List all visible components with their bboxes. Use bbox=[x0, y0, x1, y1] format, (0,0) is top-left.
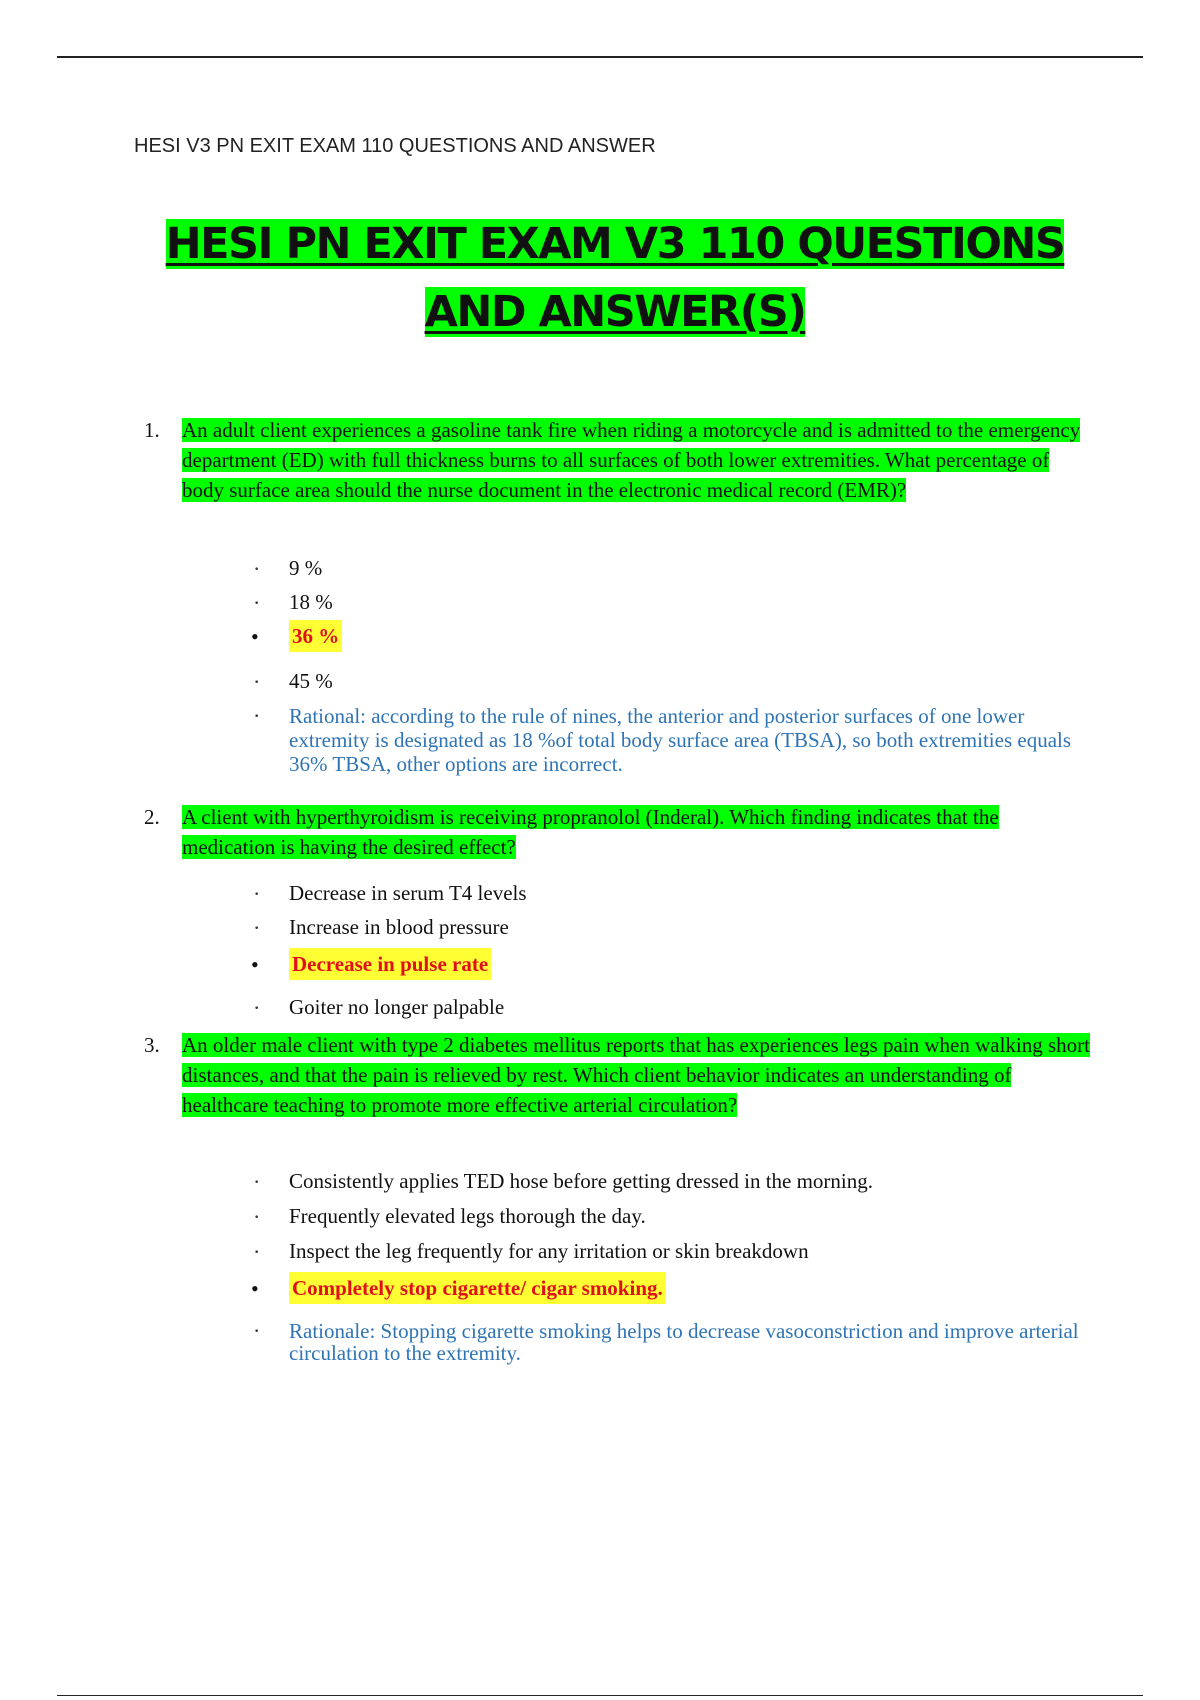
option: · Frequently elevated legs thorough the day. bbox=[249, 1204, 1089, 1229]
option: · Increase in blood pressure bbox=[249, 915, 1089, 940]
question-1 bbox=[144, 415, 1094, 505]
question-2-options bbox=[249, 881, 1089, 1020]
header-rule bbox=[57, 56, 1143, 58]
question-3-options bbox=[249, 1169, 1089, 1364]
footer-rule bbox=[57, 1695, 1143, 1696]
option: · 18 % bbox=[249, 590, 1089, 615]
main-heading bbox=[150, 210, 1080, 346]
option: · Decrease in serum T4 levels bbox=[249, 881, 1089, 906]
main-heading-line1: HESI PN EXIT EXAM V3 110 QUESTIONS bbox=[165, 219, 1065, 269]
option: · 45 % bbox=[249, 669, 1089, 694]
main-heading-line2: AND ANSWER(S) bbox=[424, 287, 806, 337]
question-text: A client with hyperthyroidism is receiving propranolol (Inderal). Which finding indicates that the medication is having the desired effect? bbox=[182, 805, 999, 859]
correct-option: • Completely stop cigarette/ cigar smoking. bbox=[249, 1276, 1089, 1301]
question-number: 1. bbox=[144, 418, 160, 442]
rationale: · Rationale: Stopping cigarette smoking helps to decrease vasoconstriction and improve arterial circulation to the extremity. bbox=[249, 1320, 1089, 1364]
option: · Consistently applies TED hose before getting dressed in the morning. bbox=[249, 1169, 1089, 1194]
question-1-options bbox=[249, 556, 1089, 776]
question-number: 3. bbox=[144, 1033, 160, 1057]
question-text: An adult client experiences a gasoline tank fire when riding a motorcycle and is admitted to the emergency department (ED) with full thickness burns to all surfaces of both lower extremities. What percentage of body surface area should the nurse document in the electronic medical record (EMR)? bbox=[182, 418, 1081, 502]
rationale: · Rational: according to the rule of nines, the anterior and posterior surfaces of one lower extremity is designated as 18 %of total body surface area (TBSA), so both extremities equals 36% TBSA, other options are incorrect. bbox=[249, 704, 1089, 776]
option: · Inspect the leg frequently for any irritation or skin breakdown bbox=[249, 1239, 1089, 1264]
correct-option: • Decrease in pulse rate bbox=[249, 952, 1089, 977]
question-text: An older male client with type 2 diabetes mellitus reports that has experiences legs pain when walking short distances, and that the pain is relieved by rest. Which client behavior indicates an understanding of healthcare teaching to promote more effective arterial circulation? bbox=[182, 1033, 1091, 1117]
option: · 9 % bbox=[249, 556, 1089, 581]
question-number: 2. bbox=[144, 805, 160, 829]
correct-option: • 36 % bbox=[249, 624, 1089, 649]
option: · Goiter no longer palpable bbox=[249, 995, 1089, 1020]
question-2 bbox=[144, 802, 1094, 862]
document-title: HESI V3 PN EXIT EXAM 110 QUESTIONS AND ANSWER bbox=[134, 135, 656, 157]
question-3 bbox=[144, 1030, 1094, 1120]
